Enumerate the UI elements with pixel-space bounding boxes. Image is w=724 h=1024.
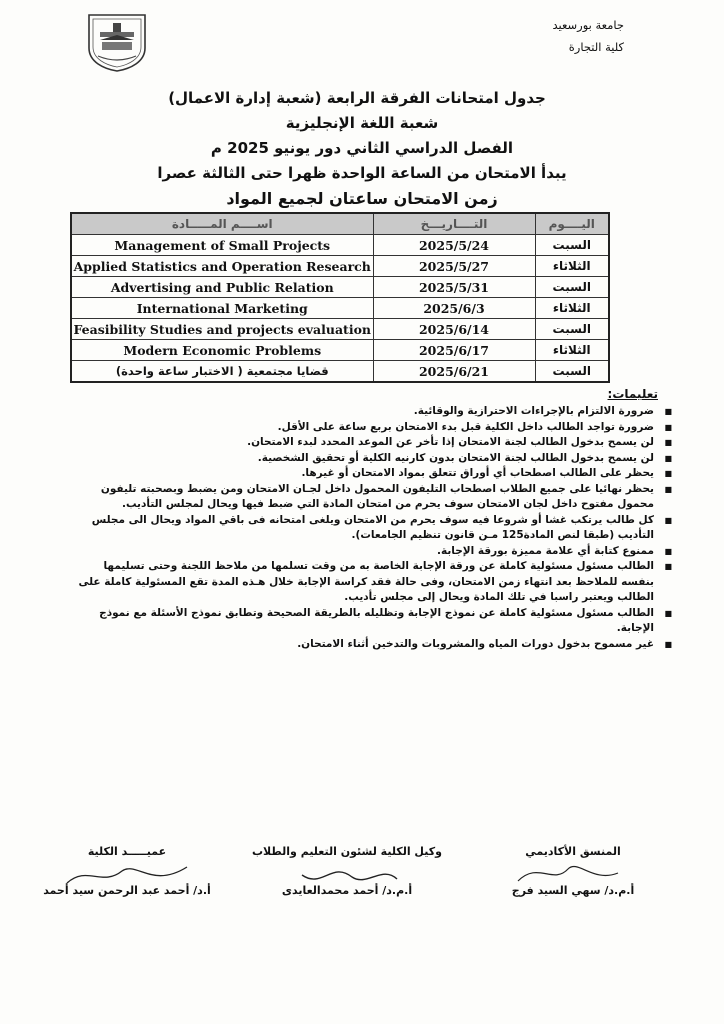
signer-role: وكيل الكلية لشئون التعليم والطلاب: [252, 845, 442, 858]
university-name: جامعة بورسعيد: [552, 18, 624, 32]
signature-dean: [32, 845, 222, 897]
title-line-4: يبدأ الامتحان من الساعة الواحدة ظهرا حتى الثالثة عصرا: [157, 164, 567, 182]
handwritten-signature-icon: [52, 855, 202, 891]
date-cell: 2025/6/21: [373, 361, 535, 383]
instructions-heading: تعليمات:: [607, 387, 658, 401]
subject-cell: قضايا مجتمعية ( الاختبار ساعة واحدة): [71, 361, 373, 383]
date-cell: 2025/5/24: [373, 235, 535, 256]
subject-cell: International Marketing: [71, 298, 373, 319]
list-item: ■ يحظر على الطالب اصطحاب أي أوراق تتعلق بمواد الامتحان أو غيرها.: [72, 466, 672, 482]
instructions-list: [72, 404, 672, 652]
table-row: [71, 319, 609, 340]
table-row: [71, 277, 609, 298]
list-item: ■ كل طالب يرتكب غشا أو شروعا فيه سوف يحرم من الامتحان ويلغى امتحانه فى باقي المواد ويحال الى مجلس التأديب (طبقا لنص المادة125 مـن قانون تنظيم الجامعات).: [72, 513, 672, 544]
list-item: ■ ضرورة تواجد الطالب داخل الكلية قبل بدء الامتحان بربع ساعة على الأقل.: [72, 420, 672, 436]
subject-cell: Modern Economic Problems: [71, 340, 373, 361]
date-cell: 2025/5/31: [373, 277, 535, 298]
subject-cell: Applied Statistics and Operation Research: [71, 256, 373, 277]
handwritten-signature-icon: [498, 855, 648, 891]
day-cell: السبت: [535, 319, 609, 340]
list-item: ■ الطالب مسئول مسئولية كاملة عن ورقة الإجابة الخاصة به من وقت تسلمها من ملاحظ اللجنة وحتى تسليمها بنفسه للملاحظ بعد انتهاء زمن الامتحان، وفى حالة فقد كراسة الإجابة خلال هـذه المدة تقع المسئولية كاملة على الطالب ويعتبر راسبا في تلك المادة ويحال إلى مجلس تأديب.: [72, 559, 672, 606]
signer-name: أ.د/ أحمد عبد الرحمن سيد أحمد: [43, 884, 211, 897]
signer-role: المنسق الأكاديمي: [525, 845, 621, 858]
title-line-5: زمن الامتحان ساعتان لجميع المواد: [226, 189, 498, 208]
list-item: ■ لن يسمح بدخول الطالب لجنة الامتحان إذا تأخر عن الموعد المحدد لبدء الامتحان.: [72, 435, 672, 451]
day-cell: السبت: [535, 361, 609, 383]
list-item: ■ غير مسموح بدخول دورات المياه والمشروبات والتدخين أثناء الامتحان.: [72, 637, 672, 653]
date-cell: 2025/6/14: [373, 319, 535, 340]
table-row: [71, 340, 609, 361]
faculty-name: كلية التجارة: [568, 40, 624, 54]
signer-name: أ.م.د/ سهي السيد فرج: [511, 884, 635, 897]
university-header: [552, 14, 624, 58]
handwritten-signature-icon: [272, 855, 422, 891]
signer-role: عميـــــد الكلية: [87, 845, 167, 858]
header-day: اليــــوم: [535, 213, 609, 235]
signature-coordinator: [478, 845, 668, 897]
date-cell: 2025/6/17: [373, 340, 535, 361]
title-line-3: الفصل الدراسي الثاني دور يونيو 2025 م: [210, 139, 514, 157]
exam-schedule-table: [70, 212, 610, 383]
table-row: [71, 256, 609, 277]
day-cell: الثلاثاء: [535, 256, 609, 277]
day-cell: الثلاثاء: [535, 298, 609, 319]
list-item: ■ ممنوع كتابة أي علامة مميزة بورقة الإجابة.: [72, 544, 672, 560]
title-line-1: جدول امتحانات الفرقة الرابعة (شعبة إدارة الاعمال): [168, 89, 546, 107]
subject-cell: Advertising and Public Relation: [71, 277, 373, 298]
table-row: [71, 361, 609, 383]
date-cell: 2025/6/3: [373, 298, 535, 319]
faculty-logo-icon: [86, 12, 148, 72]
document-titles: [0, 86, 724, 211]
header-date: التــــاريـــخ: [373, 213, 535, 235]
header-subject: اســــم المـــــادة: [71, 213, 373, 235]
signer-name: أ.م.د/ أحمد محمدالعايدى: [281, 884, 413, 897]
table-row: [71, 298, 609, 319]
list-item: ■ لن يسمح بدخول الطالب لجنة الامتحان بدون كارنيه الكلية أو تحقيق الشخصية.: [72, 451, 672, 467]
list-item: ■ ضرورة الالتزام بالإجراءات الاحترازية والوقائية.: [72, 404, 672, 420]
date-cell: 2025/5/27: [373, 256, 535, 277]
table-row: [71, 235, 609, 256]
signature-vice-dean: [252, 845, 442, 897]
list-item: ■ الطالب مسئول مسئولية كاملة عن نموذج الإجابة وتظليله بالطريقة الصحيحة وتطابق نموذج الأسئلة مع نموذج الإجابة.: [72, 606, 672, 637]
title-line-2: شعبة اللغة الإنجليزية: [285, 114, 439, 132]
list-item: ■ يحظر نهائيا على جميع الطلاب اصطحاب التليفون المحمول داخل لجـان الامتحان ومن يضبط وبصحبته تليفون محمول مفتوح داخل لجان الامتحان سوف يحرم من امتحان المادة التي ضبط فيها ويحال لمجلس التأديب.: [72, 482, 672, 513]
subject-cell: Management of Small Projects: [71, 235, 373, 256]
table-header-row: [71, 213, 609, 235]
day-cell: السبت: [535, 277, 609, 298]
subject-cell: Feasibility Studies and projects evaluation: [71, 319, 373, 340]
day-cell: الثلاثاء: [535, 340, 609, 361]
day-cell: السبت: [535, 235, 609, 256]
